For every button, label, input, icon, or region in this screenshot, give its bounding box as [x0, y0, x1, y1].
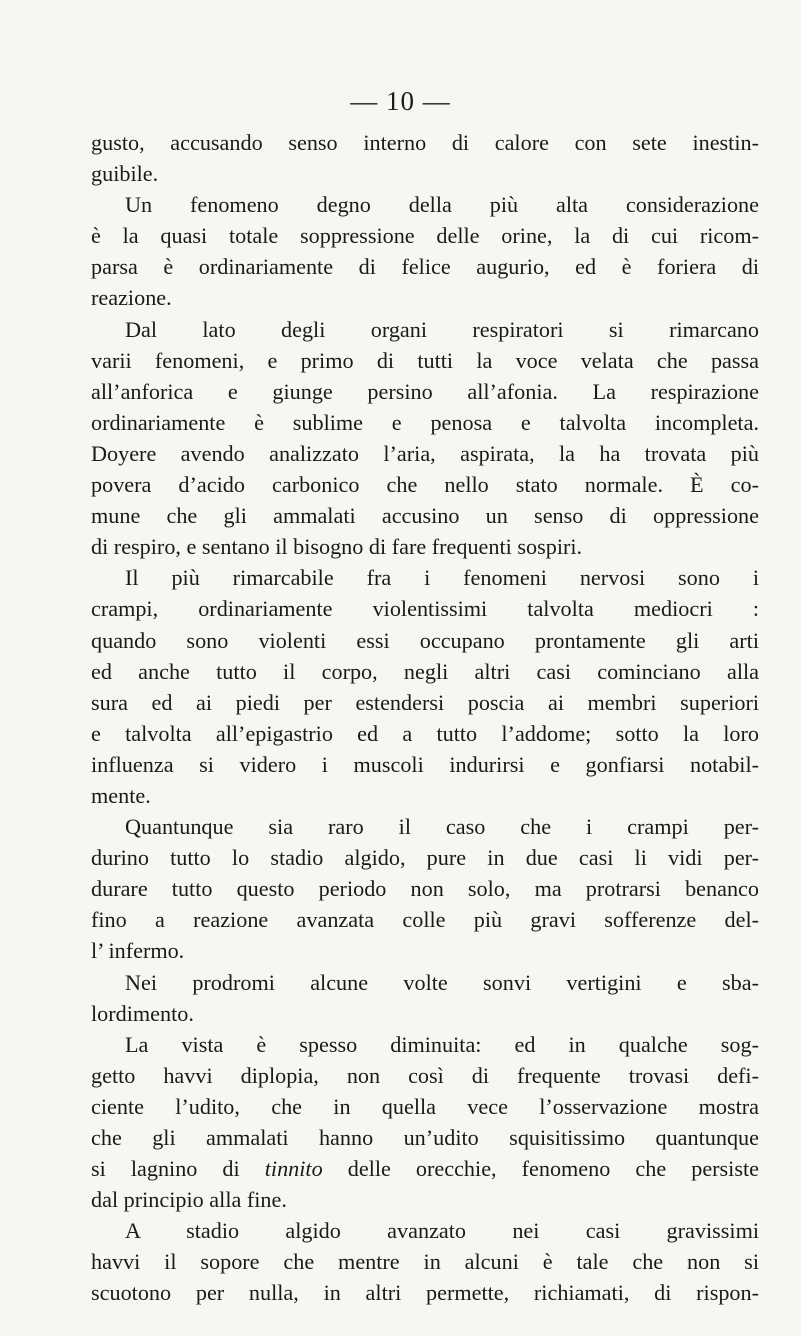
text-line: mune che gli ammalati accusino un senso di oppressione [91, 503, 759, 529]
text-line: quando sono violenti essi occupano prontamente gli arti [91, 627, 759, 653]
text-line: Un fenomeno degno della più alta considerazione [125, 192, 759, 218]
text-line: dal principio alla fine. [91, 1187, 287, 1213]
text-line: parsa è ordinariamente di felice augurio, ed è foriera di [91, 254, 759, 280]
text-segment: delle orecchie, fenomeno che persiste [322, 1156, 759, 1182]
text-line: all’anforica e giunge persino all’afonia. La respirazione [91, 378, 759, 404]
text-line: Nei prodromi alcune volte sonvi vertigini e sba- [125, 969, 759, 995]
text-line: gusto, accusando senso interno di calore con sete inestin- [91, 130, 759, 155]
text-line: Il più rimarcabile fra i fenomeni nervosi sono i [125, 565, 759, 591]
text-line: di respiro, e sentano il bisogno di fare frequenti sospiri. [91, 534, 583, 560]
body-text [91, 127, 759, 1309]
text-line: e talvolta all’epigastrio ed a tutto l’addome; sotto la loro [91, 720, 759, 746]
text-line: La vista è spesso diminuita: ed in qualche sog- [125, 1031, 759, 1057]
text-line: l’ infermo. [91, 938, 185, 964]
text-line: lordimento. [91, 1000, 194, 1026]
text-line: reazione. [91, 285, 172, 311]
text-segment: si lagnino di [91, 1156, 265, 1182]
text-line: ordinariamente è sublime e penosa e talvolta incompleta. [91, 409, 759, 435]
text-line: scuotono per nulla, in altri permette, richiamati, di rispon- [91, 1280, 759, 1306]
text-line: influenza si videro i muscoli indurirsi e gonfiarsi notabil- [91, 751, 759, 777]
text-line: mente. [91, 782, 151, 808]
text-line: durare tutto questo periodo non solo, ma protrarsi benanco [91, 876, 759, 902]
text-line: povera d’acido carbonico che nello stato normale. È co- [91, 472, 759, 498]
text-line-with-italic [91, 1153, 759, 1184]
text-line: ciente l’udito, che in quella vece l’osservazione mostra [91, 1093, 759, 1119]
text-line: varii fenomeni, e primo di tutti la voce velata che passa [91, 347, 759, 373]
text-line: è la quasi totale soppressione delle orine, la di cui ricom- [91, 223, 759, 249]
text-line: Dal lato degli organi respiratori si rimarcano [125, 316, 759, 342]
text-line: sura ed ai piedi per estendersi poscia ai membri superiori [91, 689, 759, 715]
text-line: fino a reazione avanzata colle più gravi sofferenze del- [91, 907, 759, 933]
page-number: — 10 — [350, 86, 451, 116]
text-line: Doyere avendo analizzato l’aria, aspirata, la ha trovata più [91, 440, 759, 466]
text-line: ed anche tutto il corpo, negli altri casi cominciano alla [91, 658, 759, 684]
text-line: A stadio algido avanzato nei casi gravissimi [125, 1218, 759, 1244]
text-line: Quantunque sia raro il caso che i crampi per- [125, 814, 759, 840]
text-line: havvi il sopore che mentre in alcuni è tale che non si [91, 1249, 759, 1275]
text-line: durino tutto lo stadio algido, pure in due casi li vidi per- [91, 845, 759, 871]
text-line: getto havvi diplopia, non così di frequente trovasi defi- [91, 1062, 759, 1088]
text-line: guibile. [91, 161, 159, 187]
italic-word: tinnito [264, 1156, 323, 1182]
text-line: crampi, ordinariamente violentissimi talvolta mediocri : [91, 596, 759, 622]
text-line: che gli ammalati hanno un’udito squisitissimo quantunque [91, 1125, 759, 1150]
